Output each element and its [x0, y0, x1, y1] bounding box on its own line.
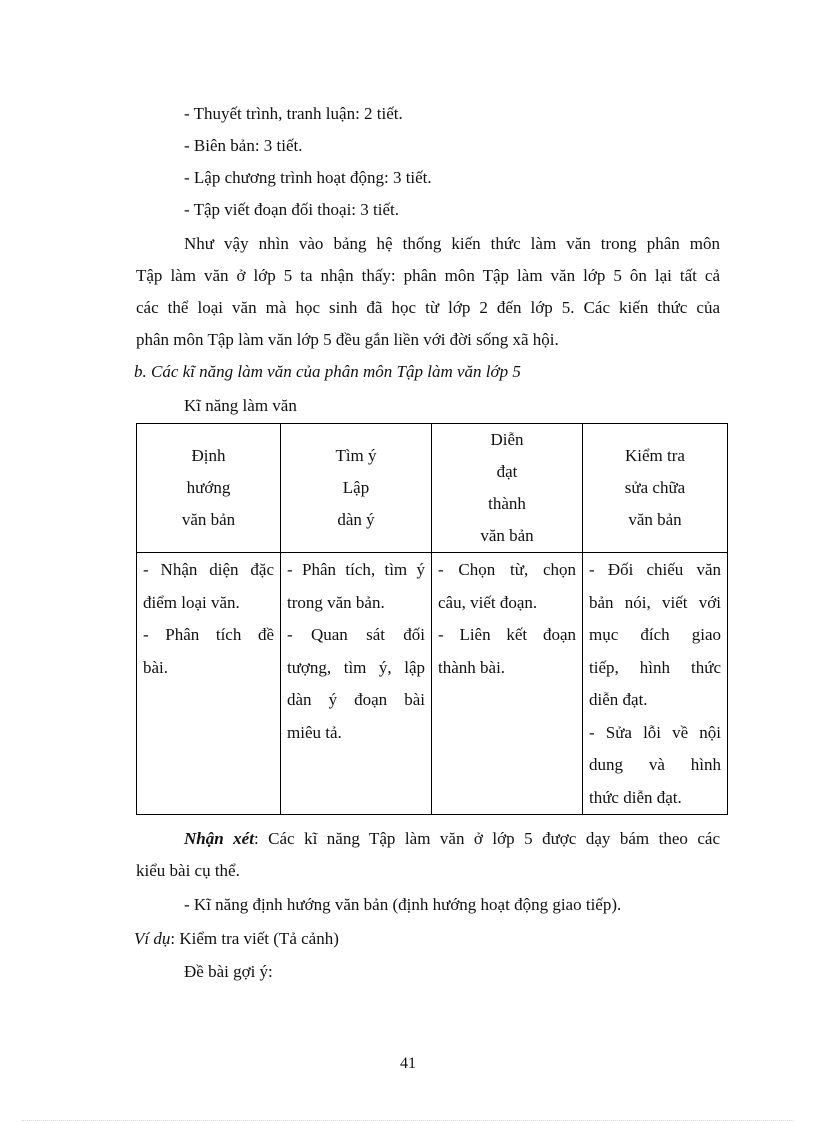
table-header-row [137, 424, 728, 553]
list-line-presentation: - Thuyết trình, tranh luận: 2 tiết. [184, 104, 403, 123]
prompt-label: Đề bài gợi ý: [184, 962, 273, 981]
page-number: 41 [400, 1055, 416, 1072]
section-heading-b: b. Các kĩ năng làm văn của phân môn Tập làm văn lớp 5 [134, 362, 521, 381]
remark-text: : Các kĩ năng Tập làm văn ở lớp 5 được dạy bám theo các [253, 829, 720, 848]
header-ideas-outline: Tìm ý Lập dàn ý [281, 424, 432, 553]
cell-ideas-outline: - Phân tích, tìm ý trong văn bản. - Quan sát đối tượng, tìm ý, lập dàn ý đoạn bài miêu tả. [281, 553, 432, 815]
table-row [137, 553, 728, 815]
cell-expression: - Chọn từ, chọn câu, viết đoạn. - Liên kết đoạn thành bài. [432, 553, 583, 815]
list-line-minutes: - Biên bản: 3 tiết. [184, 136, 303, 155]
table-caption: Kĩ năng làm văn [184, 396, 297, 415]
example-label: Ví dụ [134, 929, 171, 948]
skill-orientation-line: - Kĩ năng định hướng văn bản (định hướng hoạt động giao tiếp). [184, 895, 622, 914]
skills-table [136, 423, 728, 815]
header-review-edit: Kiểm tra sửa chữa văn bản [583, 424, 728, 553]
remark-line-1 [184, 829, 720, 849]
cell-orientation: - Nhận diện đặc điểm loại văn. - Phân tích đề bài. [137, 553, 281, 815]
list-line-dialogue: - Tập viết đoạn đối thoại: 3 tiết. [184, 200, 399, 219]
paragraph-line-4: phân môn Tập làm văn lớp 5 đều gắn liền với đời sống xã hội. [136, 330, 559, 349]
header-orientation: Định hướng văn bản [137, 424, 281, 553]
example-line [134, 929, 339, 949]
cell-review-edit: - Đối chiếu văn bản nói, viết với mục đích giao tiếp, hình thức diễn đạt. - Sửa lỗi về nội dung và hình thức diễn đạt. [583, 553, 728, 815]
paragraph-line-2: Tập làm văn ở lớp 5 ta nhận thấy: phân môn Tập làm văn lớp 5 ôn lại tất cả [136, 266, 720, 285]
example-text: : Kiểm tra viết (Tả cảnh) [170, 929, 339, 948]
remark-line-2: kiểu bài cụ thể. [136, 861, 240, 880]
list-line-program: - Lập chương trình hoạt động: 3 tiết. [184, 168, 432, 187]
footer-divider [22, 1120, 794, 1121]
paragraph-line-3: các thể loại văn mà học sinh đã học từ lớp 2 đến lớp 5. Các kiến thức của [136, 298, 720, 317]
remark-label: Nhận xét [184, 829, 254, 848]
header-expression: Diễn đạt thành văn bản [432, 424, 583, 553]
paragraph-line-1: Như vậy nhìn vào bảng hệ thống kiến thức làm văn trong phân môn [184, 234, 720, 253]
